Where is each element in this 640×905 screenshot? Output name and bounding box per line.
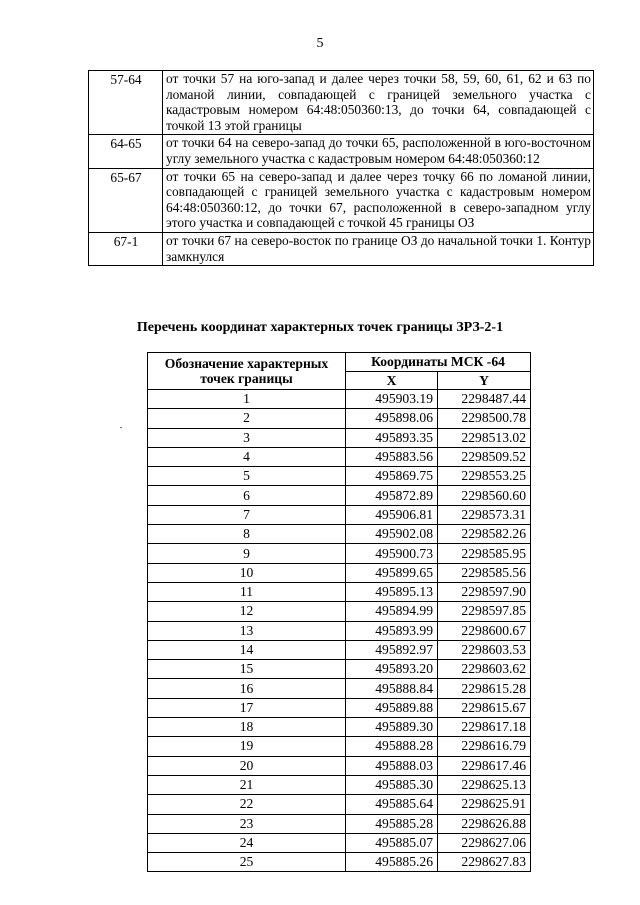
segment-row	[89, 71, 594, 135]
x-coordinate: 495899.65	[346, 563, 438, 582]
coordinate-row	[148, 621, 531, 640]
coordinate-row	[148, 756, 531, 775]
segment-code: 67-1	[89, 232, 163, 265]
coordinate-row	[148, 853, 531, 872]
y-coordinate: 2298500.78	[438, 409, 531, 428]
y-coordinate: 2298617.18	[438, 718, 531, 737]
coordinate-row	[148, 525, 531, 544]
coordinate-row	[148, 718, 531, 737]
coordinate-row	[148, 775, 531, 794]
x-coordinate: 495898.06	[346, 409, 438, 428]
point-number: 4	[148, 447, 346, 466]
segment-code: 65-67	[89, 168, 163, 232]
y-coordinate: 2298616.79	[438, 737, 531, 756]
x-coordinate: 495889.88	[346, 698, 438, 717]
x-coordinate: 495892.97	[346, 640, 438, 659]
point-number: 2	[148, 409, 346, 428]
header-x: X	[346, 371, 438, 390]
point-number: 22	[148, 795, 346, 814]
coordinate-row	[148, 640, 531, 659]
coordinate-row	[148, 447, 531, 466]
point-number: 10	[148, 563, 346, 582]
coordinate-row	[148, 467, 531, 486]
coordinate-row	[148, 679, 531, 698]
point-number: 19	[148, 737, 346, 756]
y-coordinate: 2298573.31	[438, 505, 531, 524]
segment-description: от точки 64 на северо-запад до точки 65, расположенной в юго-восточном углу земельного участка с кадастровым номером 64:48:050360:12	[163, 135, 594, 168]
point-number: 14	[148, 640, 346, 659]
coordinate-row	[148, 660, 531, 679]
point-number: 12	[148, 602, 346, 621]
x-coordinate: 495895.13	[346, 582, 438, 601]
coordinate-row	[148, 505, 531, 524]
x-coordinate: 495903.19	[346, 390, 438, 409]
header-point-designation: Обозначение характерных точек границы	[148, 353, 346, 390]
y-coordinate: 2298603.62	[438, 660, 531, 679]
x-coordinate: 495893.35	[346, 428, 438, 447]
y-coordinate: 2298625.13	[438, 775, 531, 794]
segment-description: от точки 65 на северо-запад и далее через точку 66 по ломаной линии, совпадающей с границей земельного участка с кадастровым номером 64:48:050360:12, до точки 67, расположенной в северо-западном углу этого участка и совпадающей с точкой 45 границы ОЗ	[163, 168, 594, 232]
point-number: 1	[148, 390, 346, 409]
coordinates-table	[147, 352, 531, 872]
x-coordinate: 495893.99	[346, 621, 438, 640]
y-coordinate: 2298553.25	[438, 467, 531, 486]
y-coordinate: 2298585.95	[438, 544, 531, 563]
segment-row	[89, 135, 594, 168]
y-coordinate: 2298560.60	[438, 486, 531, 505]
header-coordinate-system: Координаты МСК -64	[346, 353, 531, 372]
coordinate-row	[148, 428, 531, 447]
x-coordinate: 495883.56	[346, 447, 438, 466]
x-coordinate: 495885.07	[346, 833, 438, 852]
segment-description: от точки 67 на северо-восток по границе ОЗ до начальной точки 1. Контур замкнулся	[163, 232, 594, 265]
point-number: 7	[148, 505, 346, 524]
point-number: 17	[148, 698, 346, 717]
coordinate-row	[148, 390, 531, 409]
coordinate-row	[148, 795, 531, 814]
y-coordinate: 2298509.52	[438, 447, 531, 466]
x-coordinate: 495894.99	[346, 602, 438, 621]
coordinate-row	[148, 544, 531, 563]
y-coordinate: 2298617.46	[438, 756, 531, 775]
point-number: 20	[148, 756, 346, 775]
x-coordinate: 495900.73	[346, 544, 438, 563]
x-coordinate: 495885.30	[346, 775, 438, 794]
x-coordinate: 495888.84	[346, 679, 438, 698]
point-number: 23	[148, 814, 346, 833]
y-coordinate: 2298513.02	[438, 428, 531, 447]
y-coordinate: 2298582.26	[438, 525, 531, 544]
y-coordinate: 2298597.85	[438, 602, 531, 621]
coordinate-row	[148, 409, 531, 428]
y-coordinate: 2298600.67	[438, 621, 531, 640]
coords-title: Перечень координат характерных точек границы ЗРЗ-2-1	[136, 320, 504, 335]
segment-code: 64-65	[89, 135, 163, 168]
coordinate-row	[148, 814, 531, 833]
header-y: Y	[438, 371, 531, 390]
x-coordinate: 495885.64	[346, 795, 438, 814]
y-coordinate: 2298603.53	[438, 640, 531, 659]
point-number: 21	[148, 775, 346, 794]
coordinate-row	[148, 582, 531, 601]
y-coordinate: 2298615.28	[438, 679, 531, 698]
y-coordinate: 2298627.83	[438, 853, 531, 872]
x-coordinate: 495893.20	[346, 660, 438, 679]
point-number: 5	[148, 467, 346, 486]
y-coordinate: 2298585.56	[438, 563, 531, 582]
point-number: 25	[148, 853, 346, 872]
x-coordinate: 495889.30	[346, 718, 438, 737]
segment-description: от точки 57 на юго-запад и далее через точки 58, 59, 60, 61, 62 и 63 по ломаной линии, совпадающей с границей земельного участка с кадастровым номером 64:48:050360:13, до точки 64, совпадающей с точкой 13 этой границы	[163, 71, 594, 135]
x-coordinate: 495888.28	[346, 737, 438, 756]
coordinate-row	[148, 486, 531, 505]
x-coordinate: 495888.03	[346, 756, 438, 775]
point-number: 3	[148, 428, 346, 447]
page-number: 5	[316, 36, 324, 51]
coordinate-row	[148, 563, 531, 582]
point-number: 15	[148, 660, 346, 679]
coordinate-row	[148, 698, 531, 717]
y-coordinate: 2298625.91	[438, 795, 531, 814]
segment-row	[89, 232, 594, 265]
x-coordinate: 495885.26	[346, 853, 438, 872]
y-coordinate: 2298615.67	[438, 698, 531, 717]
x-coordinate: 495885.28	[346, 814, 438, 833]
segment-row	[89, 168, 594, 232]
point-number: 6	[148, 486, 346, 505]
coordinate-row	[148, 833, 531, 852]
x-coordinate: 495872.89	[346, 486, 438, 505]
point-number: 13	[148, 621, 346, 640]
point-number: 8	[148, 525, 346, 544]
coordinate-row	[148, 737, 531, 756]
x-coordinate: 495906.81	[346, 505, 438, 524]
point-number: 18	[148, 718, 346, 737]
point-number: 24	[148, 833, 346, 852]
boundary-segments-table	[88, 70, 594, 266]
y-coordinate: 2298597.90	[438, 582, 531, 601]
segment-code: 57-64	[89, 71, 163, 135]
y-coordinate: 2298487.44	[438, 390, 531, 409]
point-number: 16	[148, 679, 346, 698]
y-coordinate: 2298626.88	[438, 814, 531, 833]
scan-speck	[120, 427, 122, 428]
coordinate-row	[148, 602, 531, 621]
point-number: 9	[148, 544, 346, 563]
point-number: 11	[148, 582, 346, 601]
x-coordinate: 495869.75	[346, 467, 438, 486]
y-coordinate: 2298627.06	[438, 833, 531, 852]
x-coordinate: 495902.08	[346, 525, 438, 544]
